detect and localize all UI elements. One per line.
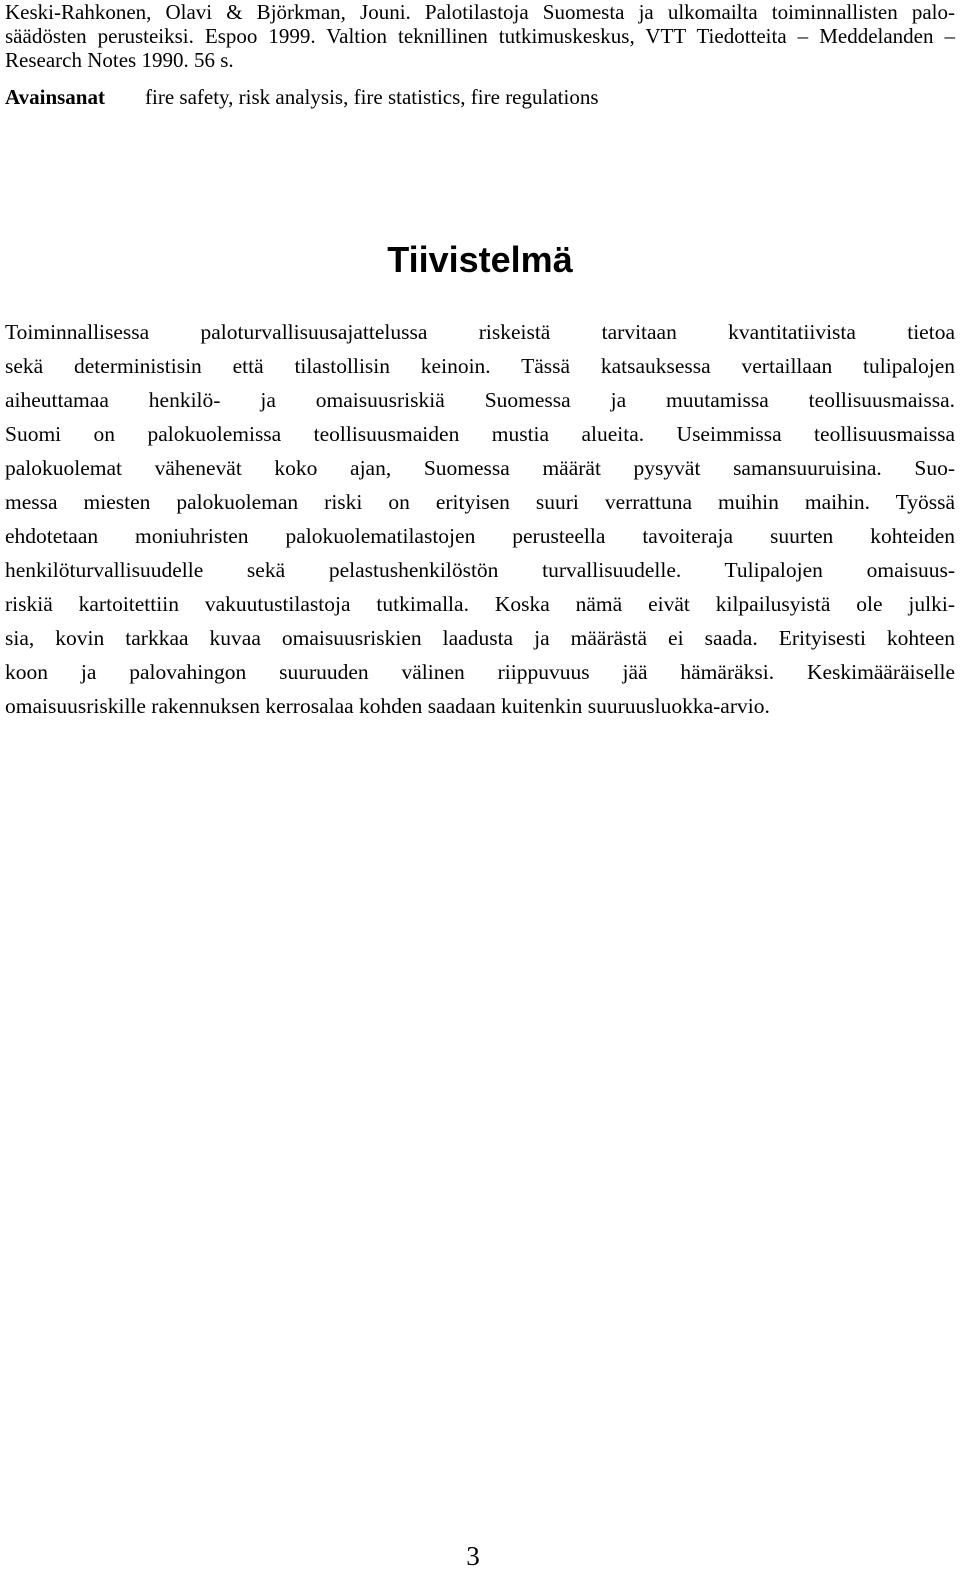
keywords-value: fire safety, risk analysis, fire statistics, fire regulations [145, 85, 599, 109]
abstract-line: henkilöturvallisuudelle sekä pelastushenkilöstön turvallisuudelle. Tulipalojen omaisuus- [5, 558, 955, 582]
abstract-line: omaisuusriskille rakennuksen kerrosalaa kohden saadaan kuitenkin suuruusluokka-arvio. [5, 694, 770, 718]
bibliographic-citation [5, 0, 955, 72]
abstract-line: Suomi on palokuolemissa teollisuusmaiden mustia alueita. Useimmissa teollisuusmaissa [5, 422, 955, 446]
keywords-label: Avainsanat [5, 85, 105, 109]
abstract-line: riskiä kartoitettiin vakuutustilastoja tutkimalla. Koska nämä eivät kilpailusyistä ole julki- [5, 592, 955, 616]
abstract-line: sia, kovin tarkkaa kuvaa omaisuusriskien laadusta ja määrästä ei saada. Erityisesti kohteen [5, 626, 955, 650]
abstract-line: palokuolemat vähenevät koko ajan, Suomessa määrät pysyvät samansuuruisina. Suo- [5, 456, 955, 480]
abstract-line: sekä deterministisin että tilastollisin keinoin. Tässä katsauksessa vertaillaan tulipalojen [5, 354, 955, 378]
abstract-line: koon ja palovahingon suuruuden välinen riippuvuus jää hämäräksi. Keskimääräiselle [5, 660, 955, 684]
abstract-line: ehdotetaan moniuhristen palokuolematilastojen perusteella tavoiteraja suurten kohteiden [5, 524, 955, 548]
summary-heading: Tiivistelmä [387, 239, 573, 280]
citation-line: Research Notes 1990. 56 s. [5, 48, 234, 72]
citation-line: Keski-Rahkonen, Olavi & Björkman, Jouni. Palotilastoja Suomesta ja ulkomailta toiminnallisten palo- [5, 0, 955, 24]
citation-line: säädösten perusteiksi. Espoo 1999. Valtion teknillinen tutkimuskeskus, VTT Tiedotteita – Meddelanden – [5, 24, 955, 48]
abstract-line: Toiminnallisessa paloturvallisuusajattelussa riskeistä tarvitaan kvantitatiivista tietoa [5, 320, 955, 344]
keywords-row [5, 84, 599, 110]
abstract-line: aiheuttamaa henkilö- ja omaisuusriskiä Suomessa ja muutamissa teollisuusmaissa. [5, 388, 955, 412]
page-number: 3 [466, 1541, 480, 1571]
abstract-line: messa miesten palokuoleman riski on erityisen suuri verrattuna muihin maihin. Työssä [5, 490, 955, 514]
abstract-body [5, 318, 955, 726]
